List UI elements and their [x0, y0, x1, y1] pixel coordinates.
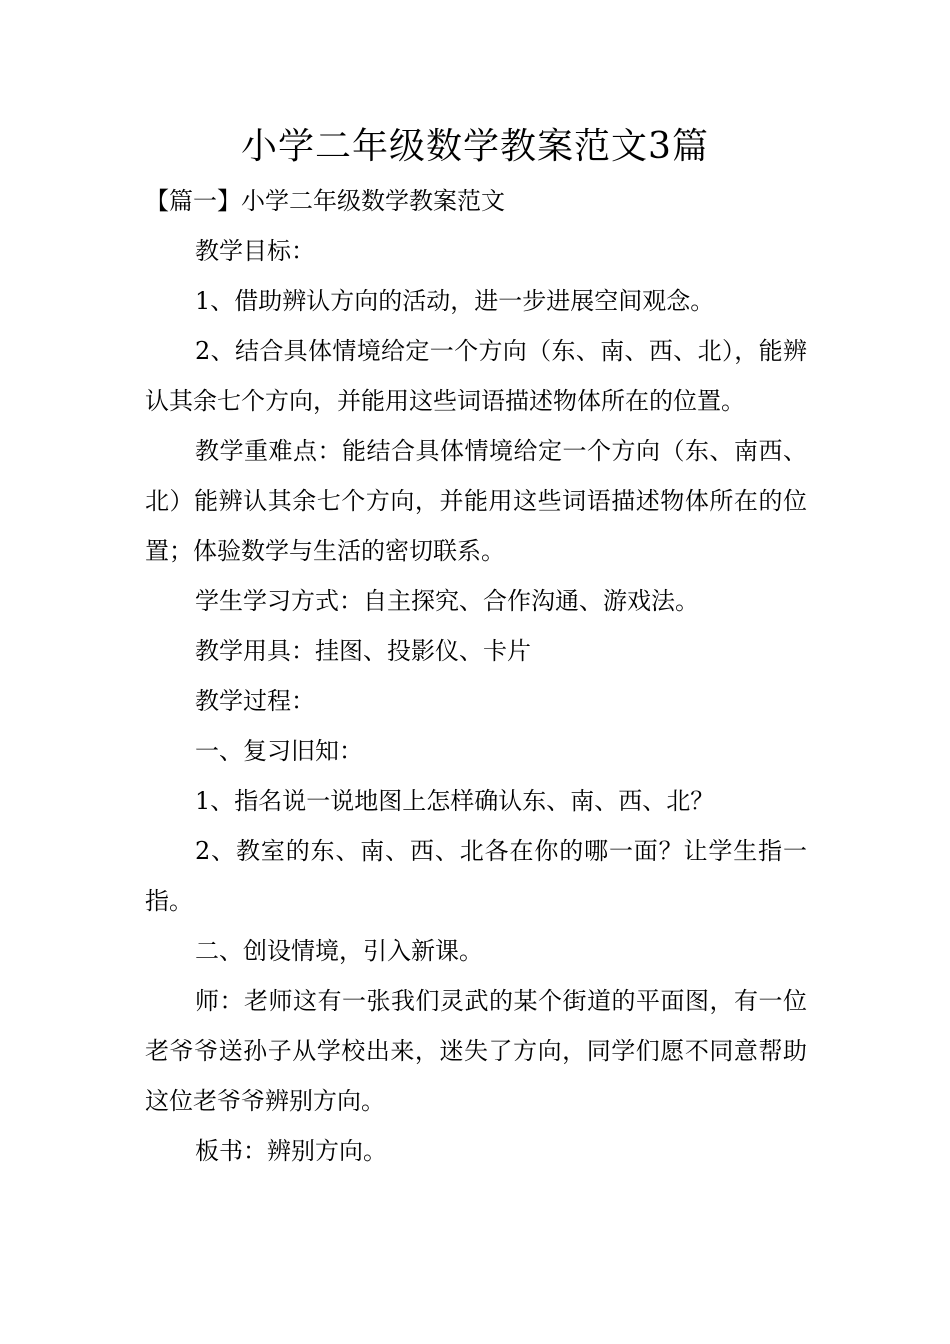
- document-body: [145, 226, 807, 1176]
- paragraph: 教学过程：: [195, 687, 315, 715]
- paragraph: 2、结合具体情境给定一个方向（东、南、西、北），能辨认其余七个方向，并能用这些词语描述物体所在的位置。: [145, 337, 807, 415]
- document-title: 小学二年级数学教案范文3篇: [241, 126, 709, 167]
- paragraph: 教学目标：: [195, 237, 315, 265]
- paragraph: 二、创设情境，引入新课。: [195, 937, 483, 965]
- paragraph: 板书：辨别方向。: [195, 1137, 387, 1165]
- paragraph: 2、教室的东、南、西、北各在你的哪一面？让学生指一指。: [145, 837, 807, 915]
- paragraph: 教学用具：挂图、投影仪、卡片: [195, 637, 531, 665]
- paragraph: 学生学习方式：自主探究、合作沟通、游戏法。: [195, 587, 699, 615]
- paragraph: 一、复习旧知：: [195, 737, 363, 765]
- paragraph: 教学重难点：能结合具体情境给定一个方向（东、南西、北）能辨认其余七个方向，并能用这些词语描述物体所在的位置；体验数学与生活的密切联系。: [145, 437, 807, 565]
- section-heading: 【篇一】小学二年级数学教案范文: [145, 187, 505, 215]
- paragraph: 1、指名说一说地图上怎样确认东、南、西、北？: [195, 787, 715, 815]
- paragraph: 师：老师这有一张我们灵武的某个街道的平面图，有一位老爷爷送孙子从学校出来，迷失了方向，同学们愿不同意帮助这位老爷爷辨别方向。: [145, 987, 807, 1115]
- paragraph: 1、借助辨认方向的活动，进一步进展空间观念。: [195, 287, 715, 315]
